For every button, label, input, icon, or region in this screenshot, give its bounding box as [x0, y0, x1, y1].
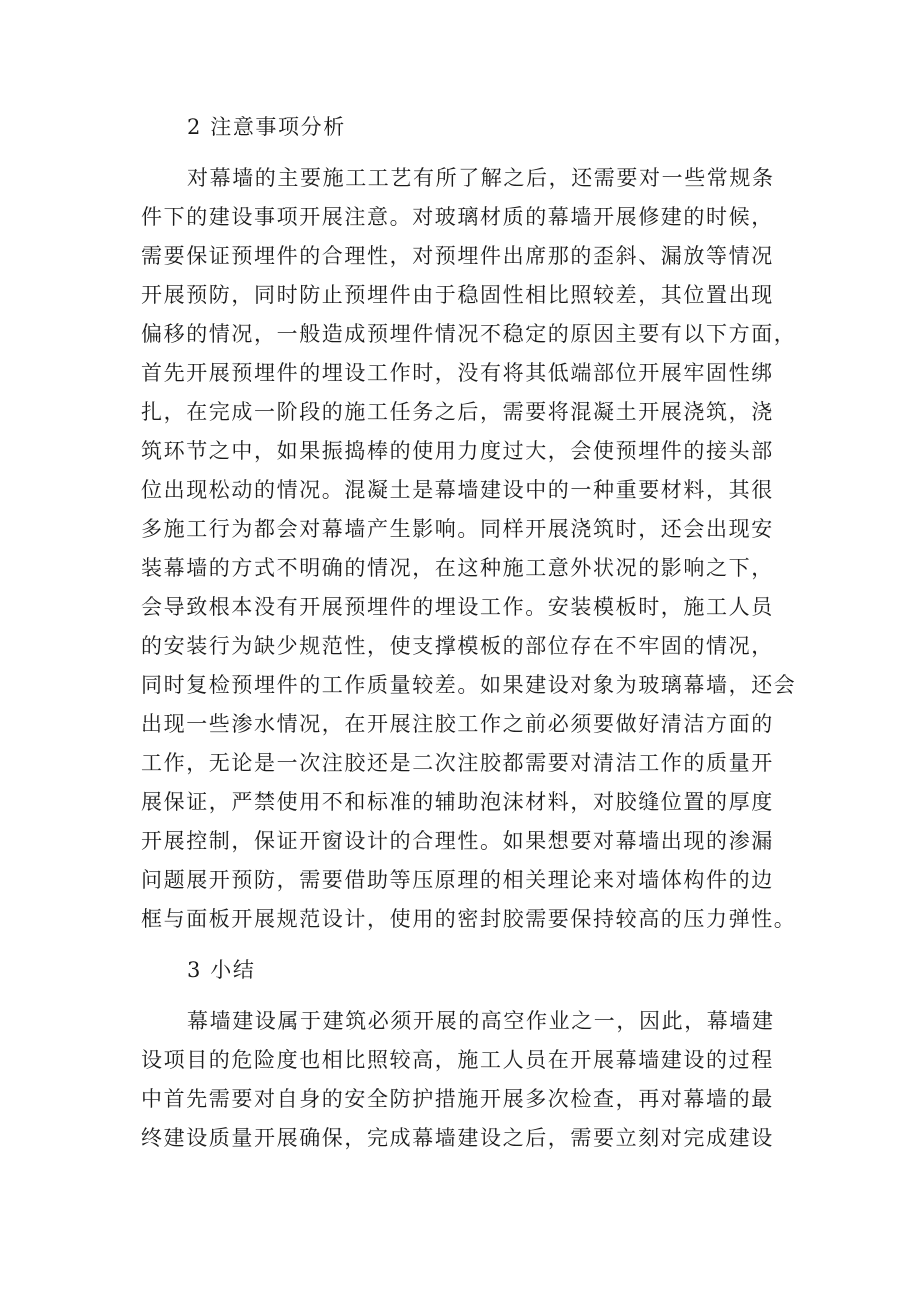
paragraph-line: 幕墙建设属于建筑必须开展的高空作业之一，因此，幕墙建 — [187, 1009, 775, 1033]
paragraph-line: 开展控制，保证开窗设计的合理性。如果想要对幕墙出现的渗漏 — [141, 829, 774, 853]
section-2-heading: 2 注意事项分析 — [187, 115, 346, 139]
paragraph-line: 对幕墙的主要施工工艺有所了解之后，还需要对一些常规条 — [187, 166, 775, 190]
paragraph-line: 会导致根本没有开展预埋件的埋设工作。安装模板时，施工人员 — [141, 595, 774, 619]
paragraph-line: 装幕墙的方式不明确的情况，在这种施工意外状况的影响之下， — [141, 556, 774, 580]
paragraph-line: 件下的建设事项开展注意。对玻璃材质的幕墙开展修建的时候， — [141, 205, 774, 229]
paragraph-line: 问题展开预防，需要借助等压原理的相关理论来对墙体构件的边 — [141, 868, 774, 892]
paragraph-line: 需要保证预埋件的合理性，对预埋件出席那的歪斜、漏放等情况 — [141, 244, 774, 268]
paragraph-line: 出现一些渗水情况，在开展注胶工作之前必须要做好清洁方面的 — [141, 712, 774, 736]
section-3-heading: 3 小结 — [187, 958, 256, 982]
paragraph-line: 扎，在完成一阶段的施工任务之后，需要将混凝土开展浇筑，浇 — [141, 400, 774, 424]
paragraph-line: 展保证，严禁使用不和标准的辅助泡沫材料，对胶缝位置的厚度 — [141, 790, 774, 814]
paragraph-line: 同时复检预埋件的工作质量较差。如果建设对象为玻璃幕墙，还会 — [141, 673, 797, 697]
paragraph-line: 首先开展预埋件的埋设工作时，没有将其低端部位开展牢固性绑 — [141, 361, 774, 385]
paragraph-line: 开展预防，同时防止预埋件由于稳固性相比照较差，其位置出现 — [141, 283, 774, 307]
paragraph-line: 中首先需要对自身的安全防护措施开展多次检查，再对幕墙的最 — [141, 1087, 774, 1111]
paragraph-line: 设项目的危险度也相比照较高，施工人员在开展幕墙建设的过程 — [141, 1048, 774, 1072]
paragraph-line: 终建设质量开展确保，完成幕墙建设之后，需要立刻对完成建设 — [141, 1126, 774, 1150]
paragraph-line: 位出现松动的情况。混凝土是幕墙建设中的一种重要材料，其很 — [141, 478, 774, 502]
paragraph-line: 多施工行为都会对幕墙产生影响。同样开展浇筑时，还会出现安 — [141, 517, 774, 541]
paragraph-line: 框与面板开展规范设计，使用的密封胶需要保持较高的压力弹性。 — [141, 907, 797, 931]
paragraph-line: 偏移的情况，一般造成预埋件情况不稳定的原因主要有以下方面， — [141, 322, 797, 346]
paragraph-line: 工作，无论是一次注胶还是二次注胶都需要对清洁工作的质量开 — [141, 751, 774, 775]
paragraph-line: 筑环节之中，如果振捣棒的使用力度过大，会使预埋件的接头部 — [141, 439, 774, 463]
paragraph-line: 的安装行为缺少规范性，使支撑模板的部位存在不牢固的情况， — [141, 634, 774, 658]
